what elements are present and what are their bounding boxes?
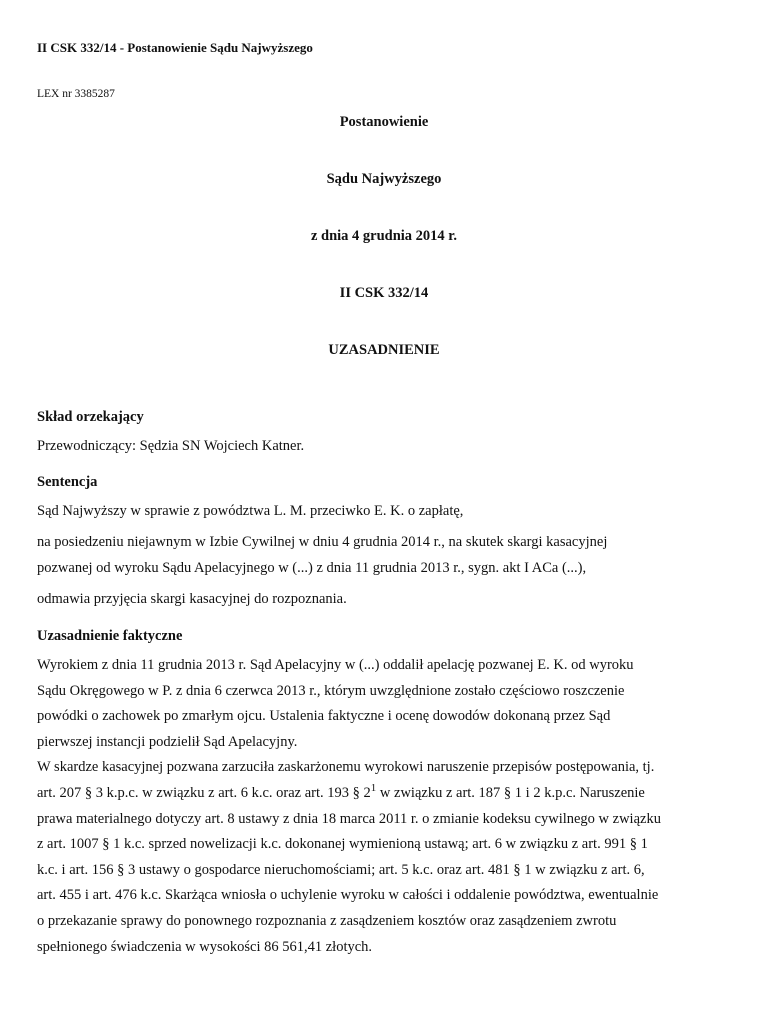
facts-paragraph-2-line-3: prawa materialnego dotyczy art. 8 ustawy z dnia 18 marca 2011 r. o zmianie kodeksu cywilnego w związku <box>37 810 661 827</box>
facts-paragraph-1-line-1: Wyrokiem z dnia 11 grudnia 2013 r. Sąd Apelacyjny w (...) oddalił apelację pozwanej E. K. od wyroku <box>37 656 634 673</box>
facts-paragraph-2-line-8: spełnionego świadczenia w wysokości 86 561,41 złotych. <box>37 938 373 955</box>
facts-paragraph-1-line-4: pierwszej instancji podzielił Sąd Apelacyjny. <box>37 733 298 750</box>
document-body <box>37 406 737 960</box>
facts-line-2-part-a: art. 207 § 3 k.p.c. w związku z art. 6 k.c. oraz art. 193 § 2 <box>37 784 371 801</box>
case-number-title: II CSK 332/14 <box>339 285 429 301</box>
superscript-marker: 1 <box>370 782 377 795</box>
sentence-paragraph-1: Sąd Najwyższy w sprawie z powództwa L. M. przeciwko E. K. o zapłatę, <box>37 502 464 519</box>
ruling-type-title: Postanowienie <box>339 114 429 130</box>
facts-paragraph-2-line-2 <box>37 781 737 807</box>
court-name-title: Sądu Najwyższego <box>326 171 442 187</box>
sentence-paragraph-2-line-2: pozwanej od wyroku Sądu Apelacyjnego w (...) z dnia 11 grudnia 2013 r., sygn. akt I ACa (...), <box>37 559 587 576</box>
facts-paragraph-1-line-3: powódki o zachowek po zmarłym ojcu. Ustalenia faktyczne i ocenę dowodów dokonaną przez Sąd <box>37 708 611 725</box>
facts-paragraph-2-line-4: z art. 1007 § 1 k.c. sprzed nowelizacji k.c. dokonanej wymienioną ustawą; art. 6 w związku z art. 991 § 1 <box>37 836 648 853</box>
sentence-paragraph-2-line-1: na posiedzeniu niejawnym w Izbie Cywilnej w dniu 4 grudnia 2014 r., na skutek skargi kasacyjnej <box>37 534 608 551</box>
panel-text: Przewodniczący: Sędzia SN Wojciech Katner. <box>37 438 305 454</box>
facts-paragraph-2-line-5: k.c. i art. 156 § 3 ustawy o gospodarce nieruchomościami; art. 5 k.c. oraz art. 481 § 1 w związku z art. 6, <box>37 861 645 878</box>
facts-line-2-part-b: w związku z art. 187 § 1 i 2 k.p.c. Naruszenie <box>376 784 645 801</box>
section-heading-panel: Skład orzekający <box>37 409 144 425</box>
document-header-title: II CSK 332/14 - Postanowienie Sądu Najwyższego <box>37 40 313 55</box>
section-heading-sentence: Sentencja <box>37 473 98 490</box>
justification-title: UZASADNIENIE <box>328 342 440 358</box>
facts-paragraph-2-line-7: o przekazanie sprawy do ponownego rozpoznania z zasądzeniem kosztów oraz zasądzeniem zwrotu <box>37 912 617 929</box>
ruling-date-title: z dnia 4 grudnia 2014 r. <box>310 228 458 244</box>
sentence-paragraph-3: odmawia przyjęcia skargi kasacyjnej do rozpoznania. <box>37 591 347 608</box>
lex-number: LEX nr 3385287 <box>37 88 115 100</box>
facts-paragraph-2-line-6: art. 455 i art. 476 k.c. Skarżąca wniosła o uchylenie wyroku w całości i oddalenie powództwa, ewentualnie <box>37 887 659 904</box>
facts-paragraph-1-line-2: Sądu Okręgowego w P. z dnia 6 czerwca 2013 r., którym uwzględnione zostało częściowo roszczenie <box>37 682 625 699</box>
section-heading-facts: Uzasadnienie faktyczne <box>37 627 183 644</box>
facts-paragraph-2-line-1: W skardze kasacyjnej pozwana zarzuciła zaskarżonemu wyrokowi naruszenie przepisów postępowania, tj. <box>37 759 655 776</box>
